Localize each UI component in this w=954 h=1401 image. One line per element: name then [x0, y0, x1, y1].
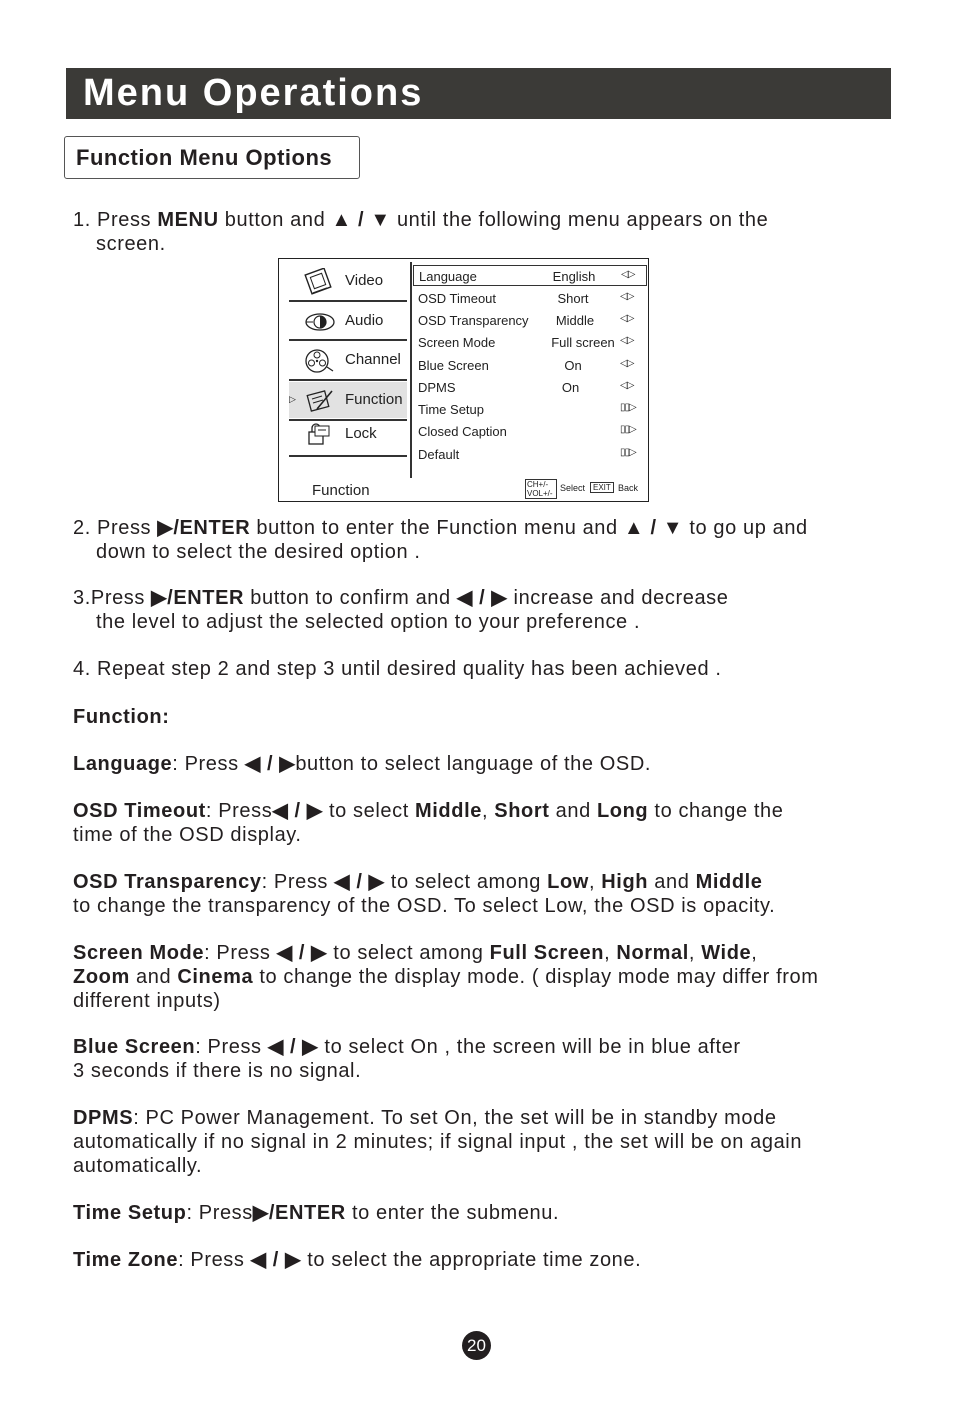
left-arrow-icon: ◀ — [244, 753, 261, 775]
language-desc: Language: Press ◀ / ▶button to select language of the OSD. — [73, 753, 652, 775]
function-icon — [303, 387, 335, 415]
step-2: 2. Press ▶/ENTER button to enter the Function menu and ▲ / ▼ to go up and down to select the desired option . — [73, 517, 808, 563]
osd-footer-title: Function — [312, 482, 370, 499]
screen-mode-desc: Screen Mode: Press ◀ / ▶ to select among Full Screen, Normal, Wide, Zoom and Cinema to change the display mode. ( display mode may differ from different inputs) — [73, 942, 819, 1012]
left-right-arrows-icon: ◁▷ — [620, 291, 634, 302]
dpms-desc: DPMS: PC Power Management. To set On, the set will be in standby mode automatically if no signal in 2 minutes; if signal input , the set will be on again automatically. — [73, 1107, 803, 1177]
function-heading: Function: — [73, 706, 170, 728]
osd-menu-item-function[interactable]: ▷ Function — [289, 382, 407, 418]
left-arrow-icon: ◀ — [267, 1036, 284, 1058]
osd-option-screen-mode[interactable]: Screen Mode Full screen ◁▷ — [418, 335, 634, 350]
up-arrow-icon: ▲ — [623, 517, 645, 539]
right-arrow-icon: ▶ — [368, 871, 385, 893]
osd-option-time-setup[interactable]: Time Setup ▯▯▷ — [418, 402, 636, 417]
right-arrow-icon: ▶ — [157, 517, 174, 539]
osd-menu — [278, 258, 649, 502]
right-arrow-icon: ▶ — [279, 753, 296, 775]
time-zone-desc: Time Zone: Press ◀ / ▶ to select the appropriate time zone. — [73, 1249, 642, 1271]
osd-menu-item-audio[interactable]: Audio — [289, 303, 407, 339]
selection-arrow-icon: ▷ — [289, 394, 296, 404]
right-arrow-icon: ▶ — [311, 942, 328, 964]
step-3: 3.Press ▶/ENTER button to confirm and ◀ / ▶ increase and decrease the level to adjust the selected option to your preference . — [73, 587, 729, 633]
left-right-arrows-icon: ◁▷ — [620, 358, 634, 369]
osd-divider — [410, 262, 412, 478]
osd-footer — [279, 478, 648, 502]
osd-option-language[interactable]: Language English ◁▷ — [413, 265, 647, 286]
submenu-icon: ▯▯▷ — [620, 402, 636, 413]
osd-category-list — [279, 259, 409, 478]
osd-menu-item-video[interactable]: Video — [289, 263, 407, 299]
osd-option-osd-transparency[interactable]: OSD Transparency Middle ◁▷ — [418, 313, 634, 328]
right-arrow-icon: ▶ — [252, 1202, 269, 1224]
channel-icon — [303, 347, 335, 375]
osd-option-dpms[interactable]: DPMS On ◁▷ — [418, 380, 634, 395]
osd-timeout-desc: OSD Timeout: Press◀ / ▶ to select Middle, Short and Long to change the time of the OSD display. — [73, 800, 784, 846]
up-arrow-icon: ▲ — [331, 209, 352, 231]
ch-vol-key: CH+/- VOL+/- — [525, 479, 557, 499]
right-arrow-icon: ▶ — [306, 800, 323, 822]
title-banner — [66, 68, 891, 119]
right-arrow-icon: ▶ — [151, 587, 168, 609]
lock-icon — [303, 421, 335, 449]
right-arrow-icon: ▶ — [285, 1249, 302, 1271]
right-arrow-icon: ▶ — [302, 1036, 319, 1058]
left-arrow-icon: ◀ — [272, 800, 289, 822]
osd-menu-item-lock[interactable]: Lock — [289, 416, 407, 452]
left-arrow-icon: ◀ — [334, 871, 351, 893]
blue-screen-desc: Blue Screen: Press ◀ / ▶ to select On , the screen will be in blue after 3 seconds if there is no signal. — [73, 1036, 741, 1082]
down-arrow-icon: ▼ — [370, 209, 391, 231]
video-icon — [303, 268, 335, 296]
left-arrow-icon: ◀ — [456, 587, 473, 609]
left-arrow-icon: ◀ — [250, 1249, 267, 1271]
down-arrow-icon: ▼ — [662, 517, 684, 539]
left-right-arrows-icon: ◁▷ — [620, 335, 634, 346]
section-box — [64, 136, 360, 179]
time-setup-desc: Time Setup: Press▶/ENTER to enter the submenu. — [73, 1202, 560, 1224]
page-title: Menu Operations — [83, 72, 424, 114]
left-arrow-icon: ◀ — [276, 942, 293, 964]
left-right-arrows-icon: ◁▷ — [621, 269, 635, 280]
submenu-icon: ▯▯▷ — [620, 424, 636, 435]
osd-menu-item-channel[interactable]: Channel — [289, 342, 407, 378]
select-hint: Select — [560, 483, 586, 493]
page-number: 20 — [462, 1331, 491, 1360]
osd-option-osd-timeout[interactable]: OSD Timeout Short ◁▷ — [418, 291, 634, 306]
osd-option-blue-screen[interactable]: Blue Screen On ◁▷ — [418, 358, 634, 373]
osd-option-default[interactable]: Default ▯▯▷ — [418, 447, 636, 462]
osd-option-closed-caption[interactable]: Closed Caption ▯▯▷ — [418, 424, 636, 439]
submenu-icon: ▯▯▷ — [620, 447, 636, 458]
right-arrow-icon: ▶ — [491, 587, 508, 609]
left-right-arrows-icon: ◁▷ — [620, 313, 634, 324]
section-title: Function Menu Options — [76, 145, 333, 170]
audio-icon — [303, 308, 335, 336]
osd-transparency-desc: OSD Transparency: Press ◀ / ▶ to select among Low, High and Middle to change the transparency of the OSD. To select Low, the OSD is opacity. — [73, 871, 776, 917]
step-1: 1. Press MENU button and ▲ / ▼ until the following menu appears on the screen. — [73, 209, 769, 255]
left-right-arrows-icon: ◁▷ — [620, 380, 634, 391]
step-4: 4. Repeat step 2 and step 3 until desired quality has been achieved . — [73, 658, 722, 680]
exit-key: EXIT — [590, 482, 614, 493]
back-hint: Back — [618, 483, 639, 493]
